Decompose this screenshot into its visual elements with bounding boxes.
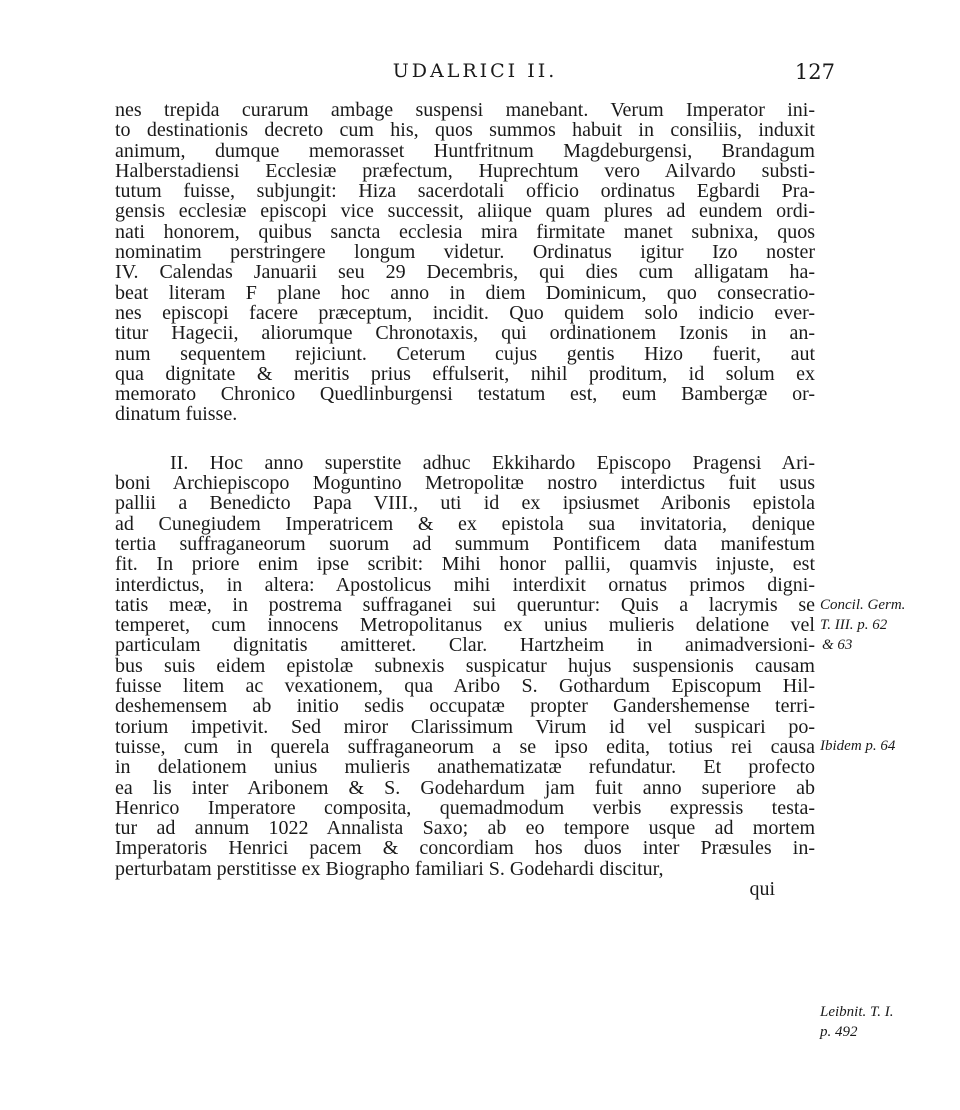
- text-line: animum, dumque memorasset Huntfritnum Magdeburgensi, Brandagum: [115, 139, 815, 162]
- text-line: in delationem unius mulieris anathematizatæ refundatur. Et profecto: [115, 756, 815, 779]
- text-line: interdictus, in altera: Apostolicus mihi interdixit ornatus primos digni-: [115, 573, 815, 596]
- text-line: tertia suffraganeorum suorum ad summum Pontificem data manifestum: [115, 532, 815, 555]
- page-header: [115, 60, 835, 90]
- margin-note-line: Leibnit. T. I.: [820, 1004, 894, 1020]
- margin-note-ibidem: [820, 736, 955, 756]
- text-line: IV. Calendas Januarii seu 29 Decembris, qui dies cum alligatam ha-: [115, 261, 815, 284]
- text-line: nes trepida curarum ambage suspensi manebant. Verum Imperator ini-: [115, 99, 815, 121]
- text-line: Imperatoris Henrici pacem & concordiam hos duos inter Præsules in-: [115, 837, 815, 860]
- text-line: temperet, cum innocens Metropolitanus ex unius mulieris delatione vel: [115, 614, 815, 637]
- text-line: Halberstadiensi Ecclesiæ præfectum, Huprechtum vero Ailvardo substi-: [115, 159, 815, 182]
- margin-note-concil: [820, 595, 955, 655]
- text-line: num sequentem rejiciunt. Ceterum cujus gentis Hizo fuerit, aut: [115, 342, 815, 365]
- text-line: to destinationis decreto cum his, quos summos habuit in consiliis, induxit: [115, 119, 815, 142]
- margin-note-line: Concil. Germ.: [820, 597, 906, 613]
- margin-note-line: Ibidem p. 64: [820, 738, 896, 754]
- text-line: memorato Chronico Quedlinburgensi testatum est, eum Bambergæ or-: [115, 383, 815, 406]
- text-line: tur ad annum 1022 Annalista Saxo; ab eo tempore usque ad mortem: [115, 817, 815, 840]
- margin-note-line: T. III. p. 62: [820, 617, 888, 633]
- paragraph-gap: [115, 425, 815, 453]
- text-line: fit. In priore enim ipse scribit: Mihi honor pallii, quamvis injuste, est: [115, 553, 815, 576]
- text-line: qua dignitate & meritis prius effulserit, nihil proditum, id solum ex: [115, 362, 815, 385]
- text-line: tuisse, cum in querela suffraganeorum a se ipso edita, totius rei causa: [115, 735, 815, 758]
- page-number: 127: [794, 60, 835, 84]
- margin-note-leibnit: [820, 1002, 955, 1042]
- text-line: gensis ecclesiæ episcopi vice successit, aliique quam plures ad eundem ordi-: [115, 200, 815, 223]
- text-line: II. Hoc anno superstite adhuc Ekkihardo Episcopo Pragensi Ari-: [170, 451, 815, 474]
- text-line: beat literam F plane hoc anno in diem Dominicum, quo consecratio-: [115, 281, 815, 304]
- text-line: boni Archiepiscopo Moguntino Metropolitæ nostro interdictus fuit usus: [115, 472, 815, 495]
- text-line: ad Cunegiudem Imperatricem & ex epistola sua invitatoria, denique: [115, 512, 815, 535]
- text-line: bus suis eidem epistolæ subnexis suspicatur hujus suspensionis causam: [115, 654, 815, 677]
- body-text: [115, 100, 815, 899]
- margin-note-line: & 63: [822, 637, 853, 653]
- text-line: tatis meæ, in postrema suffraganei sui queruntur: Quis a lacrymis se: [115, 593, 815, 616]
- text-line: nes episcopi facere præceptum, incidit. Quo quidem solo indicio ever-: [115, 301, 815, 324]
- running-title: UDALRICI II.: [392, 60, 558, 82]
- text-line: fuisse litem ac vexationem, qua Aribo S. Gothardum Episcopum Hil-: [115, 675, 815, 698]
- text-line: tutum fuisse, subjungit: Hiza sacerdotali officio ordinatus Egbardi Pra-: [115, 180, 815, 203]
- margin-note-line: p. 492: [820, 1024, 858, 1040]
- text-line: dinatum fuisse.: [115, 403, 238, 426]
- paragraph-1: [115, 100, 815, 425]
- text-line: torium impetivit. Sed miror Clarissimum Virum id vel suspicari po-: [115, 715, 815, 738]
- text-line: nati honorem, quibus sancta ecclesia mira firmitate manet subnixa, quos: [115, 220, 815, 243]
- text-line: pallii a Benedicto Papa VIII., uti id ex ipsiusmet Aribonis epistola: [115, 492, 815, 515]
- text-line: particulam dignitatis amitteret. Clar. Hartzheim in animadversioni-: [115, 634, 815, 657]
- text-line: nominatim perstringere longum videtur. Ordinatus igitur Izo noster: [115, 241, 815, 264]
- text-line: perturbatam perstitisse ex Biographo familiari S. Godehardi discitur,: [115, 857, 664, 880]
- text-line: ea lis inter Aribonem & S. Godehardum jam fuit anno superiore ab: [115, 776, 815, 799]
- catchword: qui: [749, 877, 775, 900]
- text-line: titur Hagecii, aliorumque Chronotaxis, qui ordinationem Izonis in an-: [115, 322, 815, 345]
- paragraph-2: [115, 453, 815, 879]
- text-line: deshemensem ab initio sedis occupatæ propter Gandershemense terri-: [115, 695, 815, 718]
- text-line: Henrico Imperatore composita, quemadmodum verbis expressis testa-: [115, 796, 815, 819]
